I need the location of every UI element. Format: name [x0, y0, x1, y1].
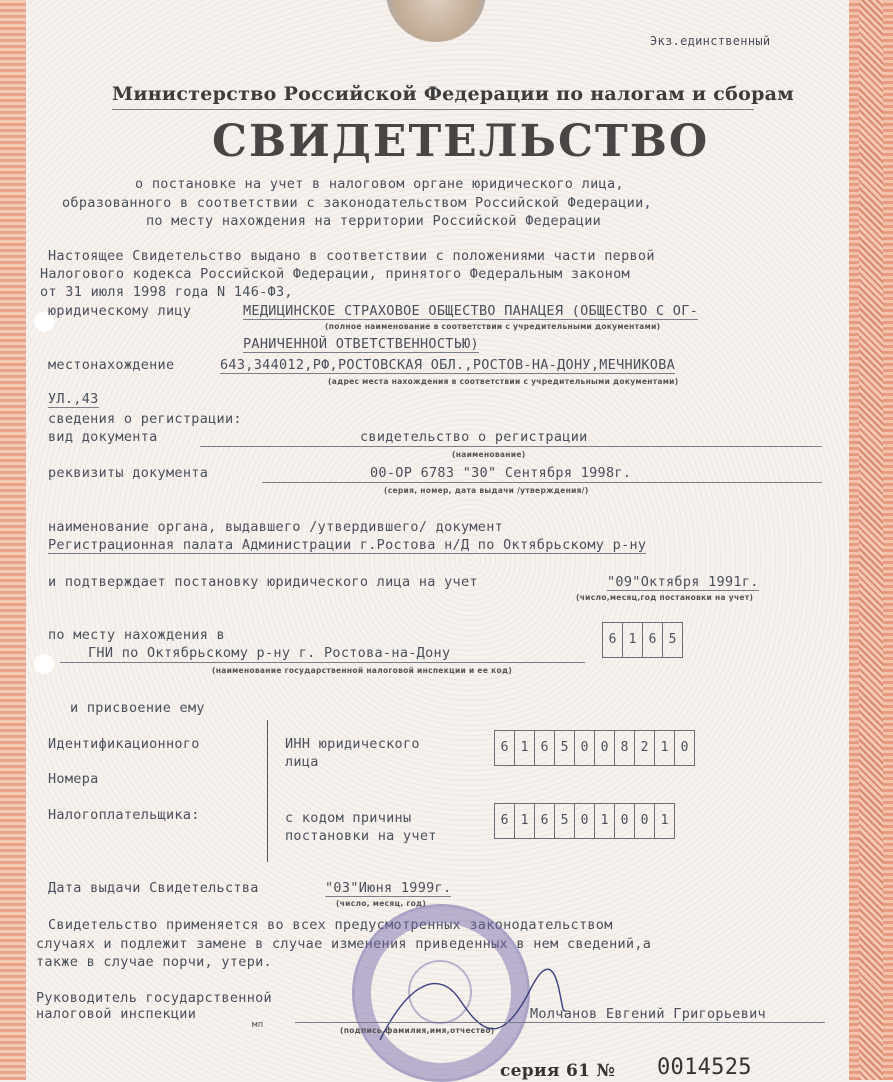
inn-digit: 1 [655, 731, 675, 765]
punch-hole [34, 654, 54, 674]
usage-line-2: случаях и подлежит замене в случае изменения приведенных в нем сведений,а [36, 936, 652, 952]
kpp-digit: 6 [495, 804, 515, 838]
legal-entity-name-1: МЕДИЦИНСКОЕ СТРАХОВОЕ ОБЩЕСТВО ПАНАЦЕЯ (ОБЩЕСТВО С ОГ- [243, 303, 699, 319]
doc-details-note: (серия, номер, дата выдачи /утверждения/) [384, 486, 589, 495]
issuer-value: Регистрационная палата Администрации г.Ростова н/Д по Октябрьскому р-ну [48, 537, 647, 553]
kpp-label-line-1: с кодом причины [285, 810, 412, 826]
intro-line-2: Налогового кодекса Российской Федерации, принятого Федеральным законом [40, 266, 630, 282]
inspection-note: (наименование государственной налоговой инспекции и ее код) [212, 666, 513, 675]
doc-type-underline [200, 446, 822, 447]
inn-digit: 2 [635, 731, 655, 765]
signature-note: (подпись,фамилия,имя,отчество) [340, 1026, 495, 1035]
reg-info-label: сведения о регистрации: [48, 411, 242, 427]
inspection-code-cells [602, 622, 683, 658]
ministry-heading: Министерство Российской Федерации по налогам и сборам [112, 83, 795, 105]
inn-digit: 0 [680, 740, 689, 755]
kpp-digit: 6 [535, 804, 555, 838]
legal-entity-note: (полное наименование в соответствии с учредительными документами) [325, 322, 661, 331]
doc-type-label: вид документа [48, 429, 158, 445]
subtitle-line-3: по месту нахождения на территории Российской Федерации [146, 213, 602, 229]
mp-mark: мп [252, 1020, 264, 1030]
signature-underline [295, 1022, 825, 1023]
left-decorative-border [0, 0, 26, 1080]
ministry-underline [112, 109, 754, 110]
vertical-divider [267, 720, 268, 862]
inn-digit: 6 [535, 731, 555, 765]
issue-date-value: "03"Июня 1999г. [325, 880, 452, 896]
inn-label-line-1: ИНН юридического [285, 736, 420, 752]
inn-digit: 0 [575, 731, 595, 765]
inn-digit: 6 [495, 731, 515, 765]
legal-entity-name-2: РАНИЧЕННОЙ ОТВЕТСТВЕННОСТЬЮ) [243, 336, 479, 352]
confirm-note: (число,месяц,год постановки на учет) [576, 593, 754, 602]
inn-digit: 1 [515, 731, 535, 765]
intro-line-3: от 31 июля 1998 года N 146-ФЗ, [40, 284, 293, 300]
head-name: Молчанов Евгений Григорьевич [530, 1006, 766, 1022]
location-place-label: по месту нахождения в [48, 627, 225, 643]
inn-label-line-2: лица [285, 754, 319, 770]
subtitle-line-1: о постановке на учет в налоговом органе юридического лица, [135, 176, 624, 192]
inn-digit: 8 [615, 731, 635, 765]
kpp-digit: 5 [555, 804, 575, 838]
intro-line-1: Настоящее Свидетельство выдано в соответствии с положениями части первой [48, 248, 655, 264]
copy-note: Экз.единственный [650, 34, 771, 48]
issuer-label: наименование органа, выдавшего /утвердившего/ документ [48, 519, 504, 535]
confirm-date: "09"Октября 1991г. [607, 574, 759, 590]
location-label: местонахождение [48, 357, 175, 373]
kpp-digit: 1 [660, 813, 669, 828]
assign-text: и присвоение ему [70, 700, 205, 716]
location-line-2: УЛ.,43 [48, 391, 99, 407]
location-note: (адрес места нахождения в соответствии с учредительными документами) [328, 377, 679, 386]
inn-left-label-1: Идентификационного [48, 736, 200, 752]
inn-digit: 0 [595, 731, 615, 765]
code-digit: 6 [643, 623, 663, 657]
kpp-digit: 0 [615, 804, 635, 838]
kpp-label-line-2: постановки на учет [285, 828, 437, 844]
usage-line-3: также в случае порчи, утери. [36, 954, 272, 970]
issue-date-note: (число, месяц, год) [336, 899, 427, 908]
inn-left-label-2: Номера [48, 771, 99, 787]
doc-details-value: 00-ОР 6783 "30" Сентября 1998г. [370, 465, 632, 481]
kpp-digit: 1 [595, 804, 615, 838]
doc-type-note: (наименование) [452, 450, 526, 459]
kpp-digit: 0 [575, 804, 595, 838]
code-digit: 5 [668, 632, 677, 647]
location-line-1: 643,344012,РФ,РОСТОВСКАЯ ОБЛ.,РОСТОВ-НА-ДОНУ,МЕЧНИКОВА [220, 357, 676, 373]
subtitle-line-2: образованного в соответствии с законодательством Российской Федерации, [62, 195, 652, 211]
confirm-text: и подтверждает постановку юридического лица на учет [48, 574, 478, 590]
inspection-underline [60, 662, 585, 663]
kpp-digit: 1 [515, 804, 535, 838]
legal-entity-label: юридическому лицу [48, 303, 192, 319]
code-digit: 6 [603, 623, 623, 657]
doc-details-label: реквизиты документа [48, 465, 209, 481]
kpp-cells [494, 803, 675, 839]
code-digit: 1 [623, 623, 643, 657]
doc-type-value: свидетельство о регистрации [360, 429, 588, 445]
series-label: серия 61 № [500, 1061, 616, 1081]
inn-digit: 5 [555, 731, 575, 765]
right-decorative-border [849, 0, 893, 1080]
document-title: СВИДЕТЕЛЬСТВО [212, 116, 710, 167]
issue-date-label: Дата выдачи Свидетельства [48, 880, 259, 896]
certificate-number: 0014525 [657, 1055, 752, 1080]
kpp-digit: 0 [635, 804, 655, 838]
inspection-value: ГНИ по Октябрьскому р-ну г. Ростова-на-Дону [88, 645, 451, 661]
head-label-1: Руководитель государственной [36, 990, 272, 1006]
doc-details-underline [262, 482, 822, 483]
head-label-2: налоговой инспекции [36, 1006, 197, 1022]
inn-left-label-3: Налогоплательщика: [48, 807, 200, 823]
usage-line-1: Свидетельство применяется во всех предусмотренных законодательством [48, 917, 613, 933]
inn-cells [494, 730, 695, 766]
